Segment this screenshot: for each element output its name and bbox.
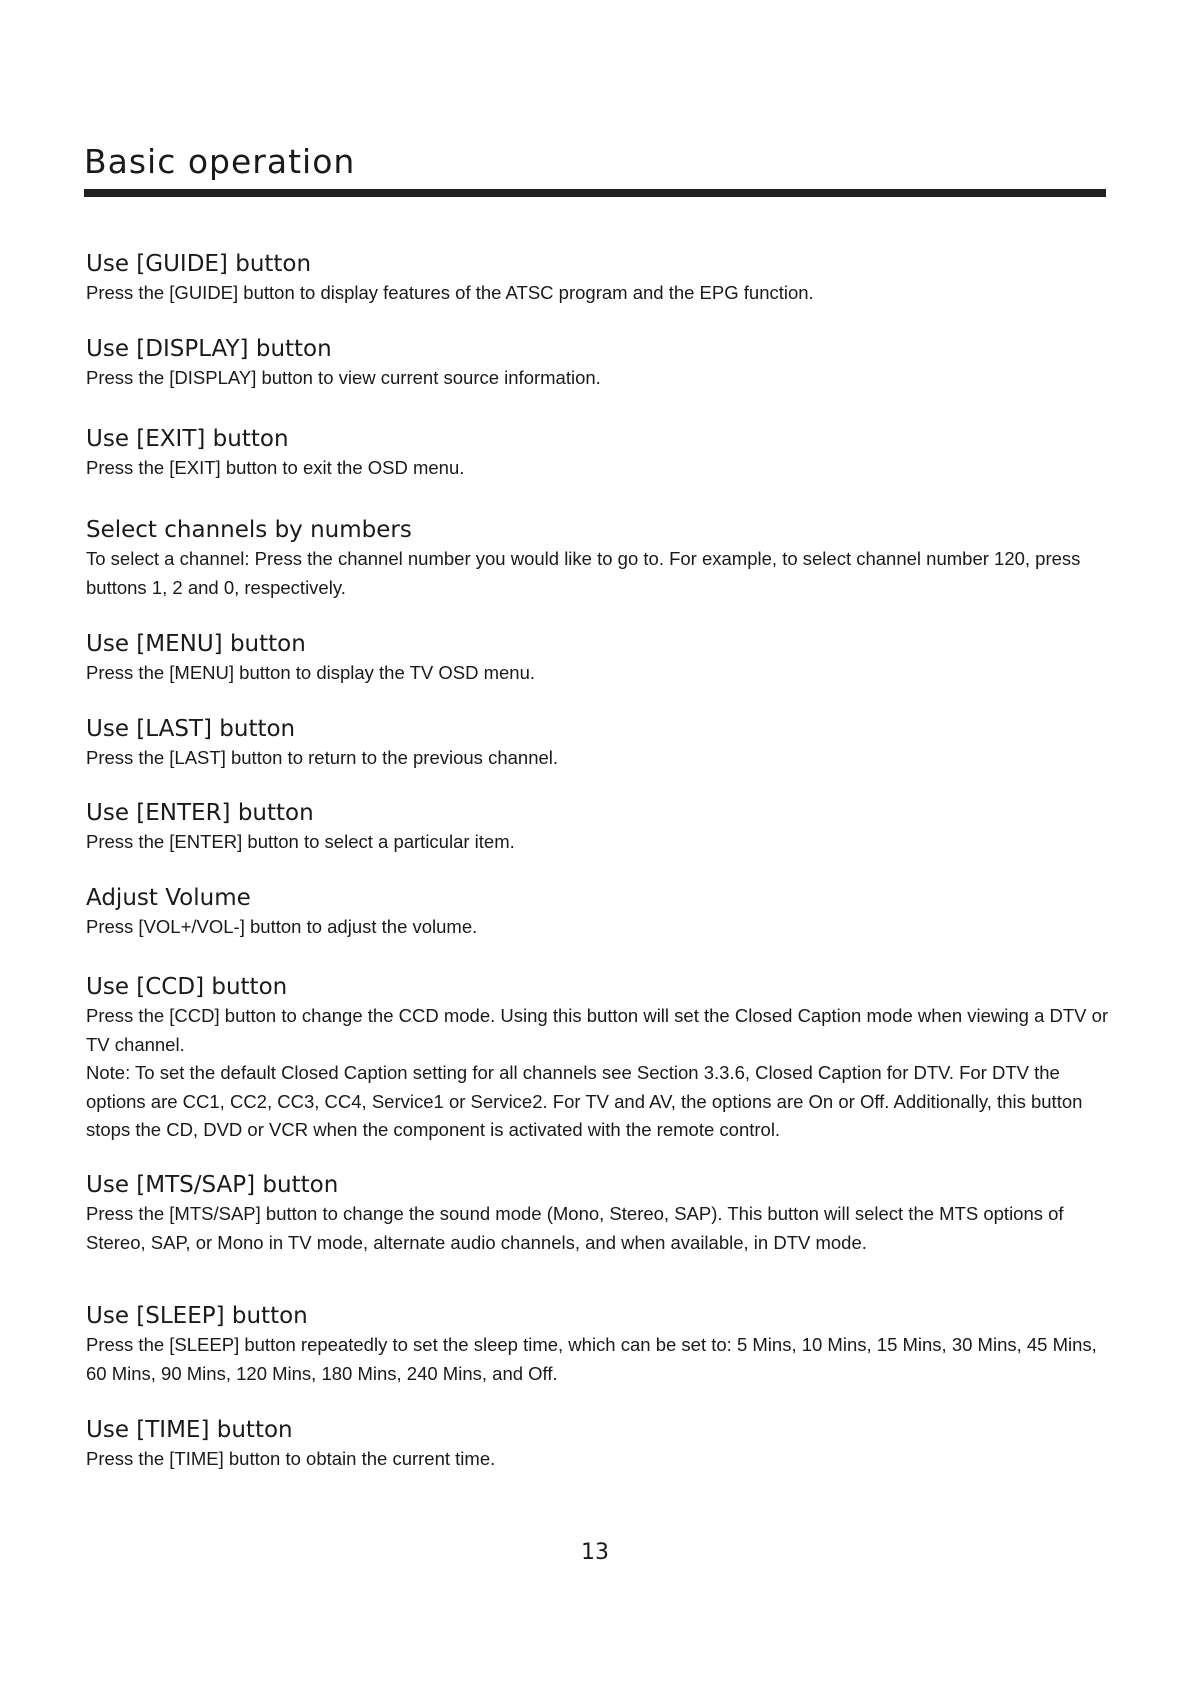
- section-heading: Use [CCD] button: [86, 974, 288, 1000]
- section-heading: Use [TIME] button: [86, 1417, 293, 1443]
- title-divider: [84, 189, 1106, 197]
- section-volume: [86, 883, 1116, 942]
- page-title: Basic operation: [84, 142, 356, 181]
- section-channel-numbers: [86, 515, 1116, 602]
- section-ccd: [86, 972, 1116, 1145]
- section-time: [86, 1415, 1116, 1474]
- section-body: Press the [MENU] button to display the TV OSD menu.: [86, 662, 535, 683]
- section-body: Press the [MTS/SAP] button to change the sound mode (Mono, Stereo, SAP). This button will select the MTS options of Stereo, SAP, or Mono in TV mode, alternate audio channels, and when available, in DTV mode.: [86, 1203, 1064, 1253]
- section-heading: Adjust Volume: [86, 885, 251, 911]
- section-body: Press the [TIME] button to obtain the current time.: [86, 1448, 496, 1469]
- section-body: Press the [LAST] button to return to the previous channel.: [86, 747, 559, 768]
- page-number: 13: [581, 1540, 609, 1565]
- section-heading: Use [MTS/SAP] button: [86, 1172, 339, 1198]
- section-heading: Use [SLEEP] button: [86, 1303, 308, 1329]
- section-menu: [86, 629, 1116, 688]
- section-body: Press the [SLEEP] button repeatedly to set the sleep time, which can be set to: 5 Mins, 10 Mins, 15 Mins, 30 Mins, 45 Mins, 60 Mins, 90 Mins, 120 Mins, 180 Mins, 240 Mins, and Off.: [86, 1334, 1097, 1384]
- section-body: Press the [DISPLAY] button to view current source information.: [86, 367, 601, 388]
- section-guide: [86, 249, 1116, 308]
- section-heading: Use [EXIT] button: [86, 426, 289, 452]
- section-display: [86, 334, 1116, 393]
- section-last: [86, 714, 1116, 773]
- section-heading: Use [LAST] button: [86, 716, 296, 742]
- section-note: Note: To set the default Closed Caption setting for all channels see Section 3.3.6, Closed Caption for DTV. For DTV the options are CC1, CC2, CC3, CC4, Service1 or Service2. For TV and AV, the options are On or Off. Additionally, this button stops the CD, DVD or VCR when the component is activated with the remote control.: [86, 1062, 1083, 1140]
- section-mts-sap: [86, 1170, 1116, 1257]
- section-exit: [86, 424, 1116, 483]
- section-heading: Use [GUIDE] button: [86, 251, 312, 277]
- section-body: Press the [CCD] button to change the CCD mode. Using this button will set the Closed Caption mode when viewing a DTV or TV channel.: [86, 1005, 1109, 1055]
- section-heading: Use [ENTER] button: [86, 800, 314, 826]
- section-heading: Select channels by numbers: [86, 517, 412, 543]
- section-body: Press the [GUIDE] button to display features of the ATSC program and the EPG function.: [86, 282, 814, 303]
- section-heading: Use [DISPLAY] button: [86, 336, 332, 362]
- section-body: Press [VOL+/VOL-] button to adjust the volume.: [86, 916, 478, 937]
- section-body: Press the [ENTER] button to select a particular item.: [86, 831, 515, 852]
- section-heading: Use [MENU] button: [86, 631, 306, 657]
- section-body: Press the [EXIT] button to exit the OSD menu.: [86, 457, 465, 478]
- section-sleep: [86, 1301, 1116, 1388]
- section-body: To select a channel: Press the channel number you would like to go to. For example, to select channel number 120, press buttons 1, 2 and 0, respectively.: [86, 548, 1081, 598]
- section-enter: [86, 798, 1116, 857]
